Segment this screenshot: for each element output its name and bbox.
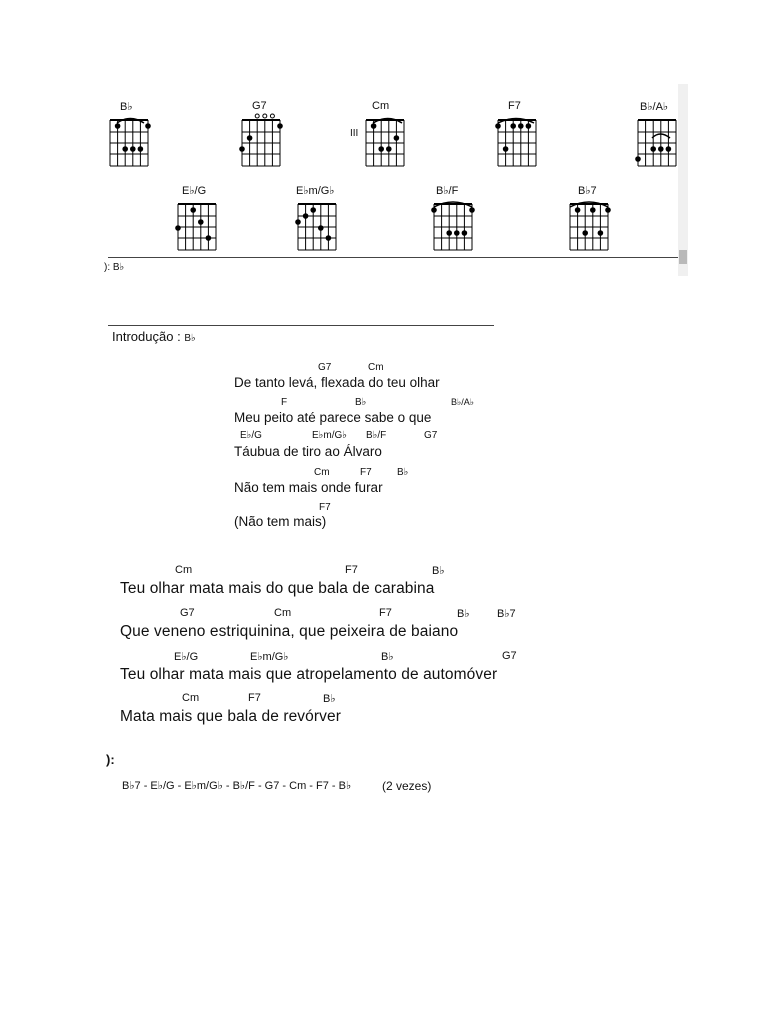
scrollbar[interactable] xyxy=(678,84,688,276)
intro-separator: : xyxy=(177,329,181,344)
fret-position-label: III xyxy=(350,128,359,139)
chord-label: B♭7 xyxy=(497,608,516,620)
chord-label: Cm xyxy=(274,607,292,619)
lyric-line: (Não tem mais) xyxy=(234,514,327,529)
chord-name: B♭ xyxy=(120,101,133,113)
chord-grid xyxy=(296,198,338,250)
chord-label: E♭/G xyxy=(174,651,199,663)
lyric-line: Meu peito até parece sabe o que xyxy=(234,410,432,425)
chord-label: Cm xyxy=(314,467,330,478)
intro-line xyxy=(112,329,196,344)
chord-label: G7 xyxy=(424,430,438,441)
chord-label: G7 xyxy=(180,607,195,619)
intro-label: Introdução xyxy=(112,329,174,344)
chord-label: F7 xyxy=(319,502,331,513)
chord-label: E♭m/G♭ xyxy=(250,651,289,663)
divider xyxy=(108,325,494,326)
chord-name: Cm xyxy=(372,100,390,112)
chord-grid xyxy=(568,198,610,250)
outro-repeat: (2 vezes) xyxy=(382,779,432,793)
divider xyxy=(108,257,678,258)
lyric-line: De tanto levá, flexada do teu olhar xyxy=(234,375,440,390)
lyric-line: Teu olhar mata mais que atropelamento de automóver xyxy=(120,666,498,683)
chord-label: F7 xyxy=(379,607,392,619)
chord-label: B♭ xyxy=(323,693,336,705)
chord-label: B♭ xyxy=(381,651,394,663)
chord-label: F xyxy=(281,397,288,408)
outro-progression: B♭7 - E♭/G - E♭m/G♭ - B♭/F - G7 - Cm - F7 - B♭ xyxy=(122,780,352,792)
chord-label: F7 xyxy=(345,564,358,576)
chord-label: E♭/G xyxy=(240,430,262,441)
intro-fragment: ): B♭ xyxy=(104,262,125,273)
chord-label: Cm xyxy=(182,692,200,704)
chord-name: B♭/F xyxy=(436,185,459,197)
chord-label: Cm xyxy=(368,362,384,373)
intro-chord: B♭ xyxy=(184,333,196,344)
chord-label: B♭/A♭ xyxy=(451,397,474,407)
lyric-line: Teu olhar mata mais do que bala de carabina xyxy=(120,580,435,597)
chord-grid xyxy=(108,114,150,166)
chord-name: E♭m/G♭ xyxy=(296,185,335,197)
chord-label: F7 xyxy=(360,467,372,478)
chord-name: B♭7 xyxy=(578,185,597,197)
chord-grid xyxy=(636,114,678,166)
chord-grid xyxy=(176,198,218,250)
chord-label: G7 xyxy=(502,650,517,662)
chord-grid xyxy=(240,114,282,166)
chord-grid xyxy=(364,114,406,166)
chord-label: B♭ xyxy=(355,397,367,408)
lyric-line: Mata mais que bala de revórver xyxy=(120,708,341,725)
outro-marker: ): xyxy=(106,752,115,767)
scrollbar-thumb[interactable] xyxy=(679,250,687,264)
chord-label: B♭ xyxy=(457,608,470,620)
lyric-line: Não tem mais onde furar xyxy=(234,480,383,495)
chord-label: B♭ xyxy=(397,467,409,478)
chord-name: B♭/A♭ xyxy=(640,101,669,113)
chord-label: E♭m/G♭ xyxy=(312,430,347,441)
chord-name: F7 xyxy=(508,100,521,112)
chord-label: B♭/F xyxy=(366,430,387,441)
chord-name: E♭/G xyxy=(182,185,207,197)
chord-label: B♭ xyxy=(432,565,445,577)
chord-grid xyxy=(432,198,474,250)
lyric-line: Táubua de tiro ao Álvaro xyxy=(234,444,382,459)
chord-label: F7 xyxy=(248,692,261,704)
chord-name: G7 xyxy=(252,100,267,112)
lyric-line: Que veneno estriquinina, que peixeira de baiano xyxy=(120,623,459,640)
chord-grid xyxy=(496,114,538,166)
chord-label: Cm xyxy=(175,564,193,576)
chord-label: G7 xyxy=(318,362,332,373)
